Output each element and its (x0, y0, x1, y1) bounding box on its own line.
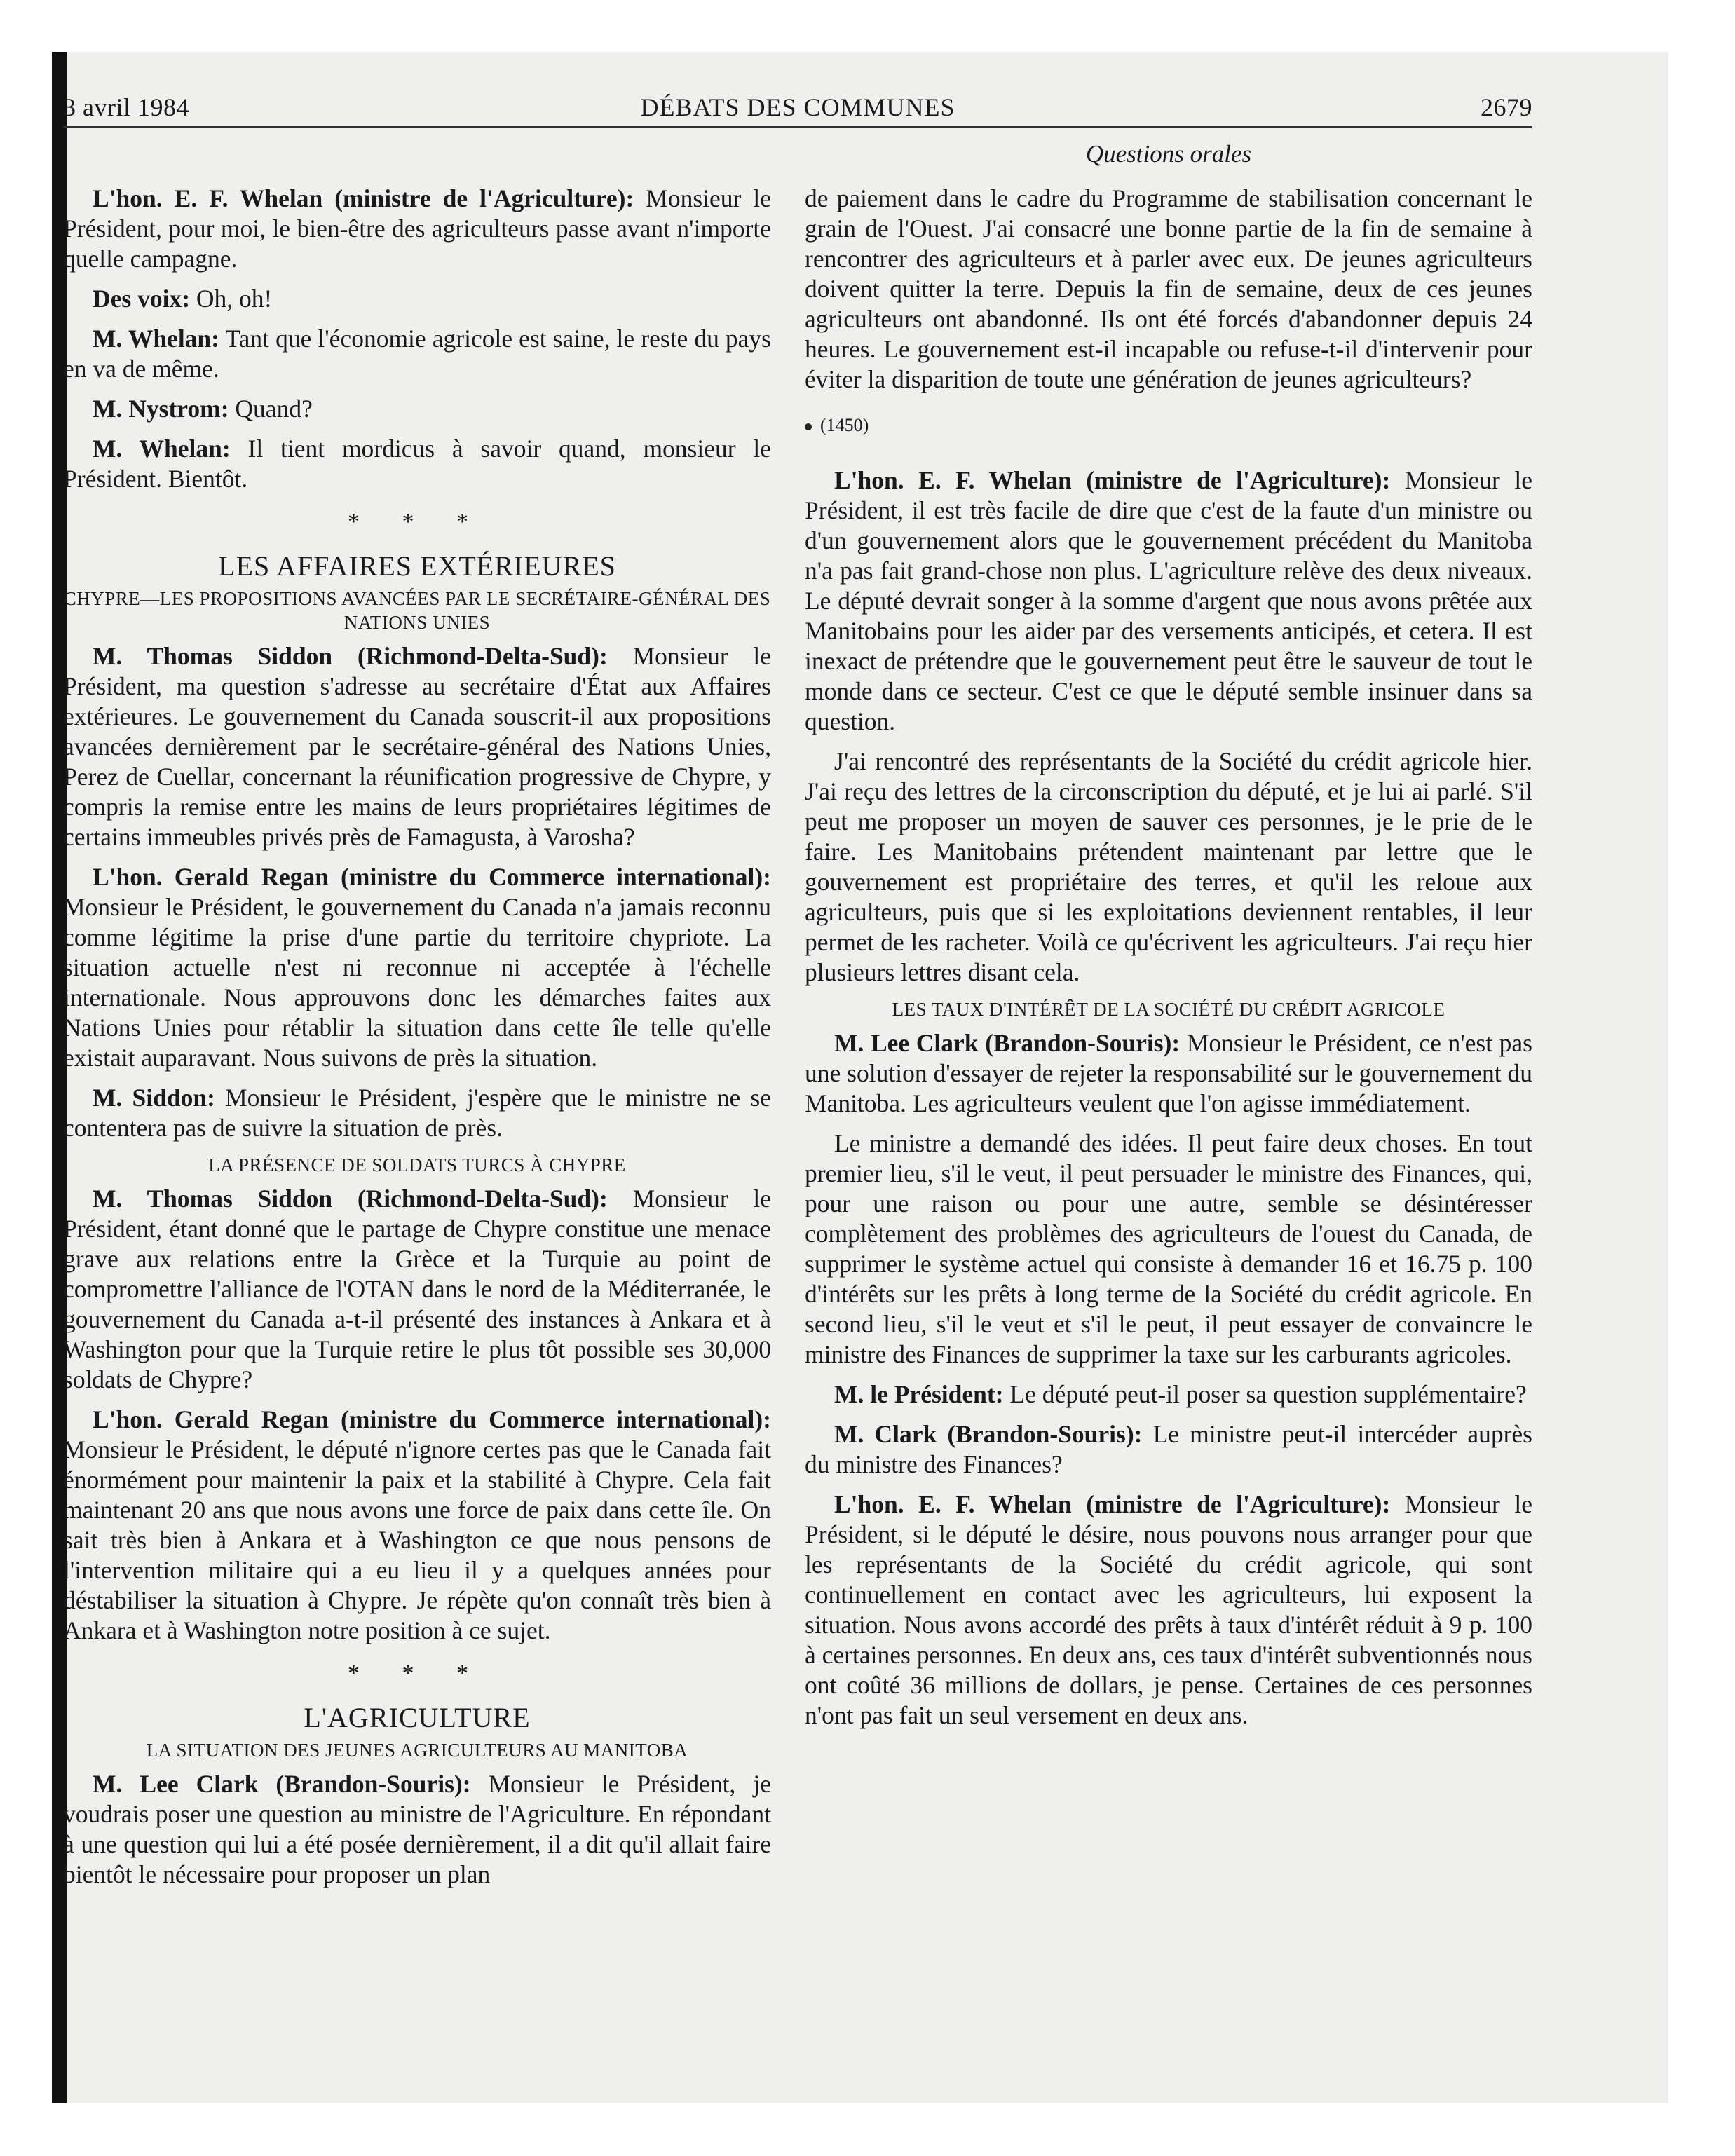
speech-paragraph (63, 641, 771, 852)
speaker-name: L'hon. Gerald Regan (ministre du Commerce international): (93, 1405, 771, 1433)
speaker-name: M. le Président: (834, 1380, 1004, 1408)
speech-text: Monsieur le Président, ce n'est pas une solution d'essayer de rejeter la responsabilité sur le gouvernement du Manitoba. Les agriculteurs veulent que l'on agisse immédiatement. (805, 1029, 1532, 1117)
body-paragraph: Le ministre a demandé des idées. Il peut faire deux choses. En tout premier lieu, s'il le veut, il peut persuader le ministre des Finances, qui, pour une raison ou pour une autre, semble se désintéresser complètement des problèmes des agriculteurs de l'ouest du Canada, de supprimer le système actuel qui consiste à demander 16 et 16.75 p. 100 d'intérêts sur les prêts à long terme de la Société du crédit agricole. En second lieu, s'il le veut et s'il le peut, il peut essayer de convaincre le ministre des Finances de supprimer la taxe sur les carburants agricoles. (805, 1129, 1532, 1368)
speech-paragraph (63, 862, 771, 1073)
section-subheading: CHYPRE—LES PROPOSITIONS AVANCÉES PAR LE SECRÉTAIRE-GÉNÉRAL DES NATIONS UNIES (63, 588, 771, 633)
time-text: (1450) (820, 415, 869, 435)
speech-paragraph (63, 1769, 771, 1890)
section-subheading: LA SITUATION DES JEUNES AGRICULTEURS AU MANITOBA (146, 1740, 688, 1761)
speech-text: Monsieur le Président, étant donné que le partage de Chypre constitue une menace grave aux relations entre la Grèce et la Turquie au point de compromettre l'alliance de l'OTAN dans le nord de la Méditerranée, le gouvernement du Canada a-t-il présenté des instances à Ankara et à Washington pour que la Turquie retire le plus tôt possible ses 30,000 soldats de Chypre? (63, 1185, 771, 1393)
bullet-icon (805, 423, 812, 430)
time-marker (805, 410, 1532, 440)
speech-text: Le député peut-il poser sa question supplémentaire? (1003, 1380, 1527, 1408)
section-subheading: LA PRÉSENCE DE SOLDATS TURCS À CHYPRE (208, 1154, 626, 1175)
speech-paragraph (63, 284, 771, 314)
section-subheading: LES TAUX D'INTÉRÊT DE LA SOCIÉTÉ DU CRÉDIT AGRICOLE (892, 999, 1445, 1020)
speech-text: Monsieur le Président, il est très facile de dire que c'est de la faute d'un ministre ou d'un gouvernement alors que le gouvernement précédent du Manitoba n'a pas fait grand-chose non plus. L'agriculture relève des deux niveaux. Le député devrait songer à la somme d'argent que nous avons prêtée aux Manitobains pour les aider par des versements anticipés, et cetera. Il est inexact de prétendre que le gouvernement peut être le sauveur de tout le monde dans ce secteur. C'est ce que le député semble insinuer dans sa question. (805, 466, 1532, 735)
section-heading: L'AGRICULTURE (304, 1702, 531, 1733)
speech-paragraph (63, 434, 771, 494)
header-page-number: 2679 (1481, 93, 1532, 121)
speaker-name: M. Lee Clark (Brandon-Souris): (93, 1770, 471, 1798)
speech-text: Quand? (229, 395, 313, 423)
speaker-name: M. Lee Clark (Brandon-Souris): (834, 1029, 1181, 1057)
speaker-name: M. Nystrom: (93, 395, 229, 423)
speech-text: Monsieur le Président, j'espère que le ministre ne se contentera pas de suivre la situation de près. (63, 1084, 771, 1142)
speech-text: Monsieur le Président, ma question s'adresse au secrétaire d'État aux Affaires extérieures. Le gouvernement du Canada souscrit-il aux propositions avancées dernièrement par le secrétaire-général des Nations Unies, Perez de Cuellar, concernant la réunification progressive de Chypre, y compris la remise entre les mains de leurs propriétaires légitimes de certains immeubles privés près de Famagusta, à Varosha? (63, 642, 771, 851)
speaker-name: M. Thomas Siddon (Richmond-Delta-Sud): (93, 1185, 608, 1213)
speaker-name: M. Siddon: (93, 1084, 215, 1112)
speech-paragraph (63, 1083, 771, 1143)
section-heading: LES AFFAIRES EXTÉRIEURES (218, 550, 616, 582)
speaker-name: M. Whelan: (93, 435, 231, 463)
speech-paragraph (63, 184, 771, 274)
speaker-name: Des voix: (93, 285, 191, 313)
section-separator: * * * (348, 509, 487, 535)
speaker-name: M. Whelan: (93, 325, 219, 353)
section-separator: * * * (348, 1660, 487, 1686)
speech-paragraph (805, 465, 1532, 737)
speaker-name: M. Thomas Siddon (Richmond-Delta-Sud): (93, 642, 608, 670)
speech-paragraph (805, 1379, 1532, 1410)
body-paragraph: J'ai rencontré des représentants de la Société du crédit agricole hier. J'ai reçu des lettres de la circonscription du député, et je lui ai parlé. S'il peut me proposer un moyen de sauver ces personnes, je le prie de le faire. Les Manitobains prétendent maintenant par lettre que le gouvernement est propriétaire des terres, et qu'il les reloue aux agriculteurs, puis que si les exploitations deviennent rentables, il leur permet de les racheter. Voilà ce qu'écrivent les agriculteurs. J'ai reçu hier plusieurs lettres disant cela. (805, 747, 1532, 986)
speech-text: Il tient mordicus à savoir quand, monsieur le Président. Bientôt. (63, 435, 771, 493)
right-column (805, 184, 1532, 1740)
speech-paragraph (805, 1419, 1532, 1480)
speech-text: Monsieur le Président, je voudrais poser une question au ministre de l'Agriculture. En répondant à une question qui lui a été posée dernièrement, il a dit qu'il allait faire bientôt le nécessaire pour proposer un plan (63, 1770, 772, 1888)
speech-text: Monsieur le Président, le député n'ignore certes pas que le Canada fait énormément pour maintenir la paix et la stabilité à Chypre. Cela fait maintenant 20 ans que nous avons une force de paix dans cette île. On sait très bien à Ankara et à Washington ce que nous pensons de l'intervention militaire qui a eu lieu il y a quelques années pour déstabiliser la situation à Chypre. Je répète qu'on connaît très bien à Ankara et à Washington notre position à ce sujet. (63, 1435, 771, 1644)
speech-text: Le ministre peut-il intercéder auprès du ministre des Finances? (805, 1420, 1532, 1478)
speech-paragraph (63, 394, 771, 424)
speaker-name: L'hon. E. F. Whelan (ministre de l'Agriculture): (834, 466, 1391, 494)
speech-paragraph (63, 324, 771, 384)
speaker-name: M. Clark (Brandon-Souris): (834, 1420, 1143, 1448)
speaker-name: L'hon. E. F. Whelan (ministre de l'Agriculture): (834, 1490, 1391, 1518)
speech-text: Monsieur le Président, pour moi, le bien-être des agriculteurs passe avant n'importe quelle campagne. (63, 184, 771, 273)
speaker-name: L'hon. Gerald Regan (ministre du Commerce international): (93, 863, 771, 891)
speech-paragraph (63, 1184, 771, 1395)
speaker-name: L'hon. E. F. Whelan (ministre de l'Agriculture): (93, 184, 634, 212)
header-date: 3 avril 1984 (63, 93, 189, 121)
speech-text: Monsieur le Président, si le député le désire, nous pouvons nous arranger pour que les représentants de la Société du crédit agricole, qui sont continuellement en contact avec les agriculteurs, lui exposent la situation. Nous avons accordé des prêts à taux d'intérêt réduit à 9 p. 100 à certaines personnes. En deux ans, ces taux d'intérêt subventionnés nous ont coûté 36 millions de dollars, je pense. Certaines de ces personnes n'ont pas fait un seul versement en deux ans. (805, 1490, 1532, 1729)
continued-paragraph: de paiement dans le cadre du Programme de stabilisation concernant le grain de l'Ouest. J'ai consacré une bonne partie de la fin de semaine à rencontrer des agriculteurs et à parler avec eux. De jeunes agriculteurs doivent quitter la terre. Depuis la fin de semaine, deux de ces jeunes agriculteurs ont abandonné. Ils ont été forcés d'abandonner depuis 24 heures. Le gouvernement est-il incapable ou refuse-t-il d'intervenir pour éviter la disparition de toute une génération de jeunes agriculteurs? (805, 184, 1532, 393)
page-header (63, 93, 1532, 129)
section-subheader: Questions orales (1085, 140, 1252, 168)
speech-paragraph (805, 1489, 1532, 1731)
header-title: DÉBATS DES COMMUNES (640, 93, 955, 121)
speech-text: Monsieur le Président, le gouvernement du Canada n'a jamais reconnu comme légitime la prise d'une partie du territoire chypriote. La situation actuelle n'est ni reconnue ni acceptée à l'échelle internationale. Nous approuvons donc les démarches faites aux Nations Unies pour rétablir la situation dans cette île telle qu'elle existait auparavant. Nous suivons de près la situation. (63, 893, 771, 1072)
speech-text: Oh, oh! (190, 285, 273, 313)
speech-text: Tant que l'économie agricole est saine, le reste du pays en va de même. (63, 325, 771, 383)
left-column (63, 184, 771, 1899)
header-rule (63, 126, 1532, 128)
speech-paragraph (63, 1405, 771, 1646)
speech-paragraph (805, 1028, 1532, 1119)
